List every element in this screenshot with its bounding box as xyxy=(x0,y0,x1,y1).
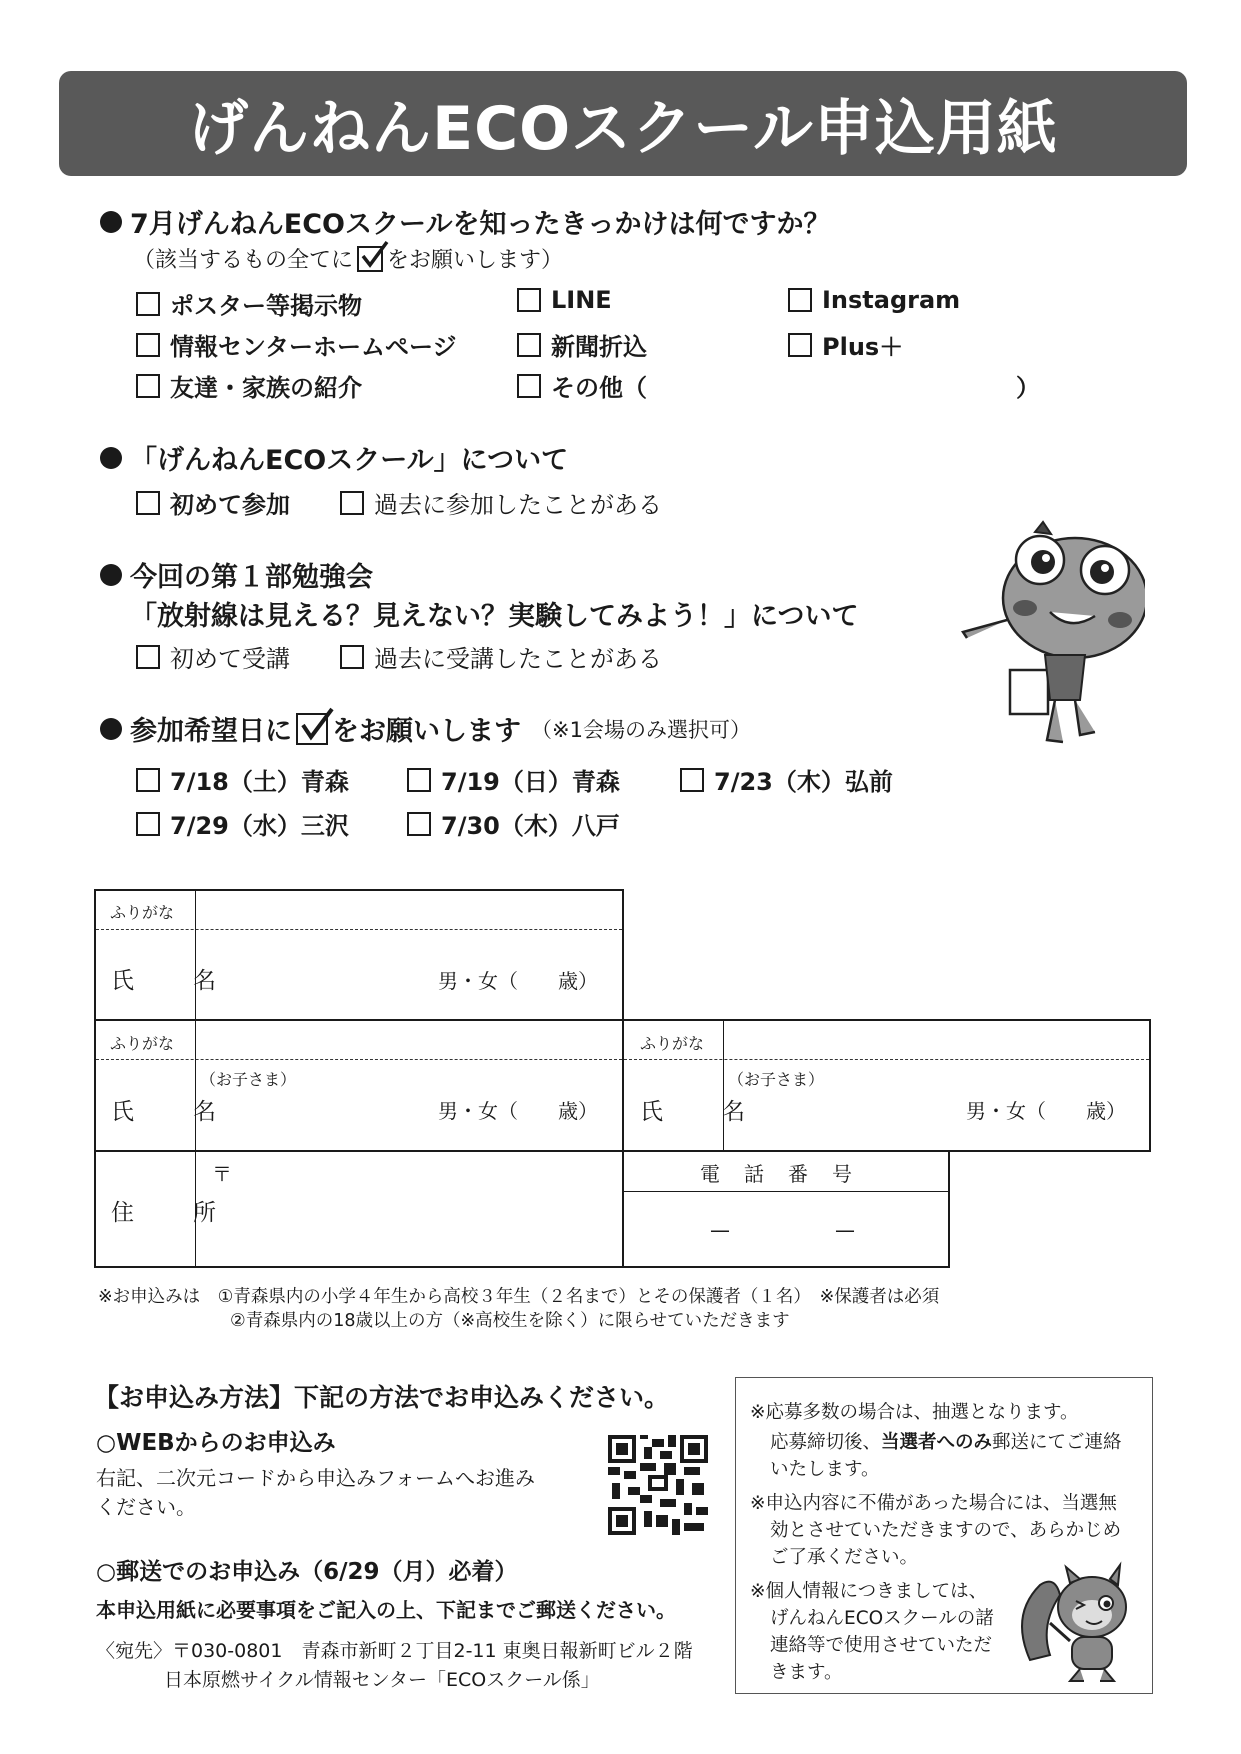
q4-option-0723[interactable]: 7/23（木）弘前 xyxy=(680,762,893,797)
q2-heading: 「げんねんECOスクール」について xyxy=(100,438,568,477)
mail-address: 〈宛先〉〒030-0801 青森市新町２丁目2-11 東奥日報新町ビル２階 xyxy=(96,1640,693,1662)
checkbox-icon[interactable] xyxy=(788,288,812,312)
q1-option-newspaper[interactable]: 新聞折込 xyxy=(517,327,647,362)
web-heading: ○WEBからのお申込み xyxy=(96,1430,336,1456)
qr-code-icon[interactable] xyxy=(608,1435,708,1535)
q1-option-line[interactable]: LINE xyxy=(517,286,612,314)
q1-option-homepage[interactable]: 情報センターホームページ xyxy=(136,327,457,362)
q1-instruction: （該当するもの全てに をお願いします） xyxy=(133,243,563,274)
bullet-icon xyxy=(100,718,122,740)
checkbox-icon[interactable] xyxy=(407,768,431,792)
q3-heading: 今回の第１部勉強会 xyxy=(100,555,373,594)
checkbox-icon[interactable] xyxy=(136,491,160,515)
bullet-icon xyxy=(100,211,122,233)
name-label: 氏 名 xyxy=(111,968,234,994)
checkbox-icon[interactable] xyxy=(517,288,541,312)
q1-heading: 7月げんねんECOスクールを知ったきっかけは何ですか？ xyxy=(100,202,830,241)
apply-heading: 【お申込み方法】下記の方法でお申込みください。 xyxy=(94,1383,670,1412)
checkbox-icon[interactable] xyxy=(407,812,431,836)
checkbox-icon[interactable] xyxy=(136,768,160,792)
notice-text: きます。 xyxy=(770,1662,843,1683)
q2-option-past[interactable]: 過去に参加したことがある xyxy=(340,485,662,520)
phone-dash: — xyxy=(710,1218,730,1242)
q4-option-0719[interactable]: 7/19（日）青森 xyxy=(407,762,620,797)
web-text: 右記、二次元コードから申込みフォームへお進み xyxy=(96,1466,535,1490)
notice-text: 連絡等で使用させていただ xyxy=(770,1635,993,1656)
checkbox-icon[interactable] xyxy=(136,812,160,836)
notice-text: ※個人情報につきましては、 xyxy=(750,1581,988,1602)
checkbox-icon[interactable] xyxy=(340,491,364,515)
postal-mark: 〒 xyxy=(212,1162,232,1186)
q1-option-instagram[interactable]: Instagram xyxy=(788,286,960,314)
q1-option-friends[interactable]: 友達・家族の紹介 xyxy=(136,368,362,403)
q4-option-0718[interactable]: 7/18（土）青森 xyxy=(136,762,349,797)
notice-text: ご了承ください。 xyxy=(770,1547,919,1568)
notice-text: 効とさせていただきますので、あらかじめ xyxy=(770,1520,1122,1541)
checkbox-icon[interactable] xyxy=(517,374,541,398)
q4-option-0730[interactable]: 7/30（木）八戸 xyxy=(407,806,620,841)
title-banner xyxy=(59,71,1187,176)
gender-age-field[interactable]: 男・女（ 歳） xyxy=(966,1099,1126,1123)
child-label: （お子さま） xyxy=(200,1070,297,1089)
checkbox-icon[interactable] xyxy=(136,292,160,316)
q4-option-0729[interactable]: 7/29（水）三沢 xyxy=(136,806,349,841)
squirrel-mascot-icon xyxy=(1010,1555,1145,1685)
furigana-label: ふりがな xyxy=(640,1034,705,1053)
checkbox-icon[interactable] xyxy=(136,645,160,669)
q1-option-other[interactable]: その他（ xyxy=(517,368,647,403)
notice-text: ※応募多数の場合は、抽選となります。 xyxy=(750,1402,1079,1423)
web-text-2: ください。 xyxy=(96,1495,196,1519)
q3-option-first[interactable]: 初めて受講 xyxy=(136,639,290,674)
frog-mascot-icon xyxy=(955,520,1145,755)
notice-text: 応募締切後、当選者へのみ郵送にてご連絡 xyxy=(770,1432,1122,1453)
q2-option-first[interactable]: 初めて参加 xyxy=(136,485,290,520)
gender-age-field[interactable]: 男・女（ 歳） xyxy=(438,1099,598,1123)
page-title: げんねんECOスクール申込用紙 xyxy=(188,93,1058,164)
checkbox-icon[interactable] xyxy=(340,645,364,669)
gender-age-field[interactable]: 男・女（ 歳） xyxy=(438,969,598,993)
child-label: （お子さま） xyxy=(728,1070,825,1089)
notice-text: げんねんECOスクールの諸 xyxy=(770,1608,994,1629)
checkbox-icon[interactable] xyxy=(680,768,704,792)
phone-label: 電 話 番 号 xyxy=(700,1162,854,1186)
name-label: 氏 名 xyxy=(111,1099,234,1125)
q1-option-poster[interactable]: ポスター等掲示物 xyxy=(136,286,362,321)
bullet-icon xyxy=(100,564,122,586)
check-mark-icon xyxy=(296,713,328,745)
notice-text: ※申込内容に不備があった場合には、当選無 xyxy=(750,1493,1117,1514)
furigana-label: ふりがな xyxy=(110,1034,175,1053)
furigana-label: ふりがな xyxy=(110,903,175,922)
mail-text: 本申込用紙に必要事項をご記入の上、下記までご郵送ください。 xyxy=(96,1598,676,1622)
q4-heading: 参加希望日に をお願いします （※1会場のみ選択可） xyxy=(100,709,751,748)
name-label: 氏 名 xyxy=(640,1099,763,1125)
q1-other-close: ） xyxy=(1016,374,1040,402)
checkbox-icon[interactable] xyxy=(136,374,160,398)
eligibility-note-2: ②青森県内の18歳以上の方（※高校生を除く）に限らせていただきます xyxy=(230,1311,790,1331)
notice-text: いたします。 xyxy=(770,1459,880,1480)
checkbox-icon[interactable] xyxy=(136,333,160,357)
mail-heading: ○郵送でのお申込み（6/29（月）必着） xyxy=(96,1559,518,1585)
eligibility-note: ※お申込みは ①青森県内の小学４年生から高校３年生（２名まで）とその保護者（１名） ※保護者は必須 xyxy=(98,1287,940,1307)
phone-dash: — xyxy=(835,1218,855,1242)
check-mark-icon xyxy=(357,246,383,272)
q3-option-past[interactable]: 過去に受講したことがある xyxy=(340,639,662,674)
address-label: 住 所 xyxy=(111,1200,234,1226)
mail-address-2: 日本原燃サイクル情報センター「ECOスクール係」 xyxy=(164,1669,600,1691)
q1-option-plus[interactable]: Plus＋ xyxy=(788,327,903,362)
checkbox-icon[interactable] xyxy=(517,333,541,357)
bullet-icon xyxy=(100,447,122,469)
checkbox-icon[interactable] xyxy=(788,333,812,357)
q3-heading-line2: 「放射線は見える？見えない？実験してみよう！」について xyxy=(130,601,859,632)
